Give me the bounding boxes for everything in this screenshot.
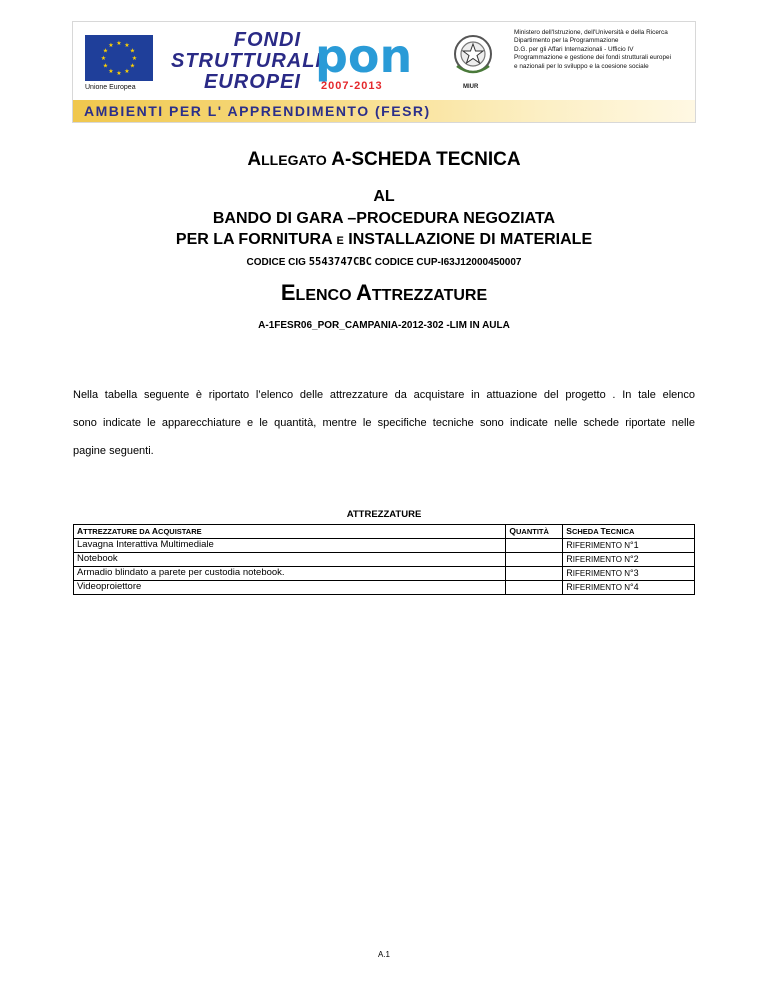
title-bando: BANDO DI GARA –PROCEDURA NEGOZIATA bbox=[212, 210, 556, 227]
title-part: PER LA FORNITURA bbox=[175, 231, 337, 248]
cig-cup-codes bbox=[0, 256, 768, 268]
fondi-line-3: EUROPEI bbox=[203, 71, 301, 93]
fondi-strutturali-logo bbox=[171, 29, 322, 93]
svg-text:★: ★ bbox=[124, 42, 130, 49]
title-part: A bbox=[356, 280, 372, 305]
title-part: A-SCHEDA TECNICA bbox=[326, 149, 521, 170]
svg-text:★: ★ bbox=[102, 47, 109, 55]
paragraph-line: sono indicate le apparecchiature e le quantità, mentre le specifiche tecniche sono indicate nelle schede riportate nelle bbox=[73, 417, 695, 429]
eu-flag-icon bbox=[85, 35, 153, 81]
reference-cell: RIFERIMENTO N°3 bbox=[563, 567, 695, 581]
table-header-row bbox=[74, 525, 695, 539]
svg-text:★: ★ bbox=[102, 62, 109, 70]
svg-text:★: ★ bbox=[131, 55, 138, 62]
title-al: AL bbox=[373, 188, 395, 205]
quantity-cell bbox=[506, 539, 563, 553]
ministry-line: e nazionali per lo sviluppo e la coesione sociale bbox=[514, 62, 649, 70]
paragraph-line: Nella tabella seguente è riportato l’elenco delle attrezzature da acquistare in attuazione del progetto . In tale elenco bbox=[73, 389, 695, 401]
header-item: ATTREZZATURE DA ACQUISTARE bbox=[74, 525, 506, 539]
svg-text:★: ★ bbox=[116, 40, 122, 47]
title-part: E bbox=[336, 235, 344, 247]
svg-text:★: ★ bbox=[129, 62, 136, 70]
section-heading: ATTREZZATURE bbox=[346, 509, 422, 520]
reference-cell: RIFERIMENTO N°4 bbox=[563, 581, 695, 595]
header-banner bbox=[73, 22, 695, 122]
pon-logo-icon bbox=[313, 30, 433, 82]
fondi-line-1: FONDI bbox=[233, 29, 301, 51]
ministry-line: Dipartimento per la Programmazione bbox=[514, 37, 619, 45]
pon-years: 2007-2013 bbox=[321, 80, 383, 92]
cup-code: CODICE CUP-I63J12000450007 bbox=[371, 257, 522, 268]
cig-value: 5543747CBC bbox=[308, 256, 372, 268]
svg-text:★: ★ bbox=[124, 68, 130, 75]
quantity-cell bbox=[506, 567, 563, 581]
ministry-text bbox=[514, 29, 692, 71]
header-technical-sheet: SCHEDA TECNICA bbox=[563, 525, 695, 539]
title-part: LLEGATO bbox=[261, 152, 327, 168]
title-part: INSTALLAZIONE DI MATERIALE bbox=[343, 231, 593, 248]
item-cell: Videoproiettore bbox=[74, 581, 506, 595]
quantity-cell bbox=[506, 553, 563, 567]
pon-logo-text: pon bbox=[315, 30, 413, 82]
header-quantity: QUANTITÀ bbox=[506, 525, 563, 539]
page-number: A.1 bbox=[377, 950, 390, 959]
equipment-list-heading bbox=[0, 280, 768, 306]
eu-label: Unione Europea bbox=[85, 84, 136, 91]
title-part: TTREZZATURE bbox=[371, 287, 488, 304]
title-fornitura bbox=[0, 231, 768, 249]
ministry-line: Ministero dell'Istruzione, dell'Università e della Ricerca bbox=[514, 29, 668, 36]
item-cell: Lavagna Interattiva Multimediale bbox=[74, 539, 506, 553]
project-code: A-1FESR06_POR_CAMPANIA-2012-302 -LIM IN AULA bbox=[258, 320, 510, 331]
table-row bbox=[74, 581, 695, 595]
banner-strip bbox=[73, 100, 695, 122]
miur-label: MIUR bbox=[463, 84, 479, 90]
paragraph-line: pagine seguenti. bbox=[73, 445, 154, 457]
italian-republic-emblem-icon bbox=[451, 32, 495, 80]
table-row bbox=[74, 539, 695, 553]
title-part: A bbox=[247, 149, 262, 170]
fondi-line-2: STRUTTURALI bbox=[171, 50, 322, 72]
banner-strip-text: AMBIENTI PER L' APPRENDIMENTO (FESR) bbox=[84, 103, 431, 119]
ministry-line: D.G. per gli Affari Internazionali - Ufficio IV bbox=[514, 45, 634, 53]
table-row bbox=[74, 553, 695, 567]
svg-text:★: ★ bbox=[108, 42, 114, 49]
ministry-line: Programmazione e gestione dei fondi strutturali europei bbox=[514, 54, 672, 62]
quantity-cell bbox=[506, 581, 563, 595]
title-part: LENCO bbox=[295, 287, 356, 304]
item-cell: Armadio blindato a parete per custodia notebook. bbox=[74, 567, 506, 581]
table-row bbox=[74, 567, 695, 581]
svg-text:★: ★ bbox=[116, 70, 122, 77]
reference-cell: RIFERIMENTO N°2 bbox=[563, 553, 695, 567]
eu-stars-icon bbox=[85, 35, 153, 81]
svg-text:★: ★ bbox=[108, 68, 114, 75]
svg-text:★: ★ bbox=[100, 55, 107, 62]
svg-text:★: ★ bbox=[129, 47, 136, 55]
intro-paragraph bbox=[73, 381, 695, 465]
banner-logos bbox=[73, 22, 695, 100]
cig-label: CODICE CIG bbox=[246, 257, 309, 268]
item-cell: Notebook bbox=[74, 553, 506, 567]
document-title bbox=[0, 149, 768, 171]
equipment-table bbox=[73, 524, 695, 595]
title-part: E bbox=[280, 280, 296, 305]
reference-cell: RIFERIMENTO N°1 bbox=[563, 539, 695, 553]
